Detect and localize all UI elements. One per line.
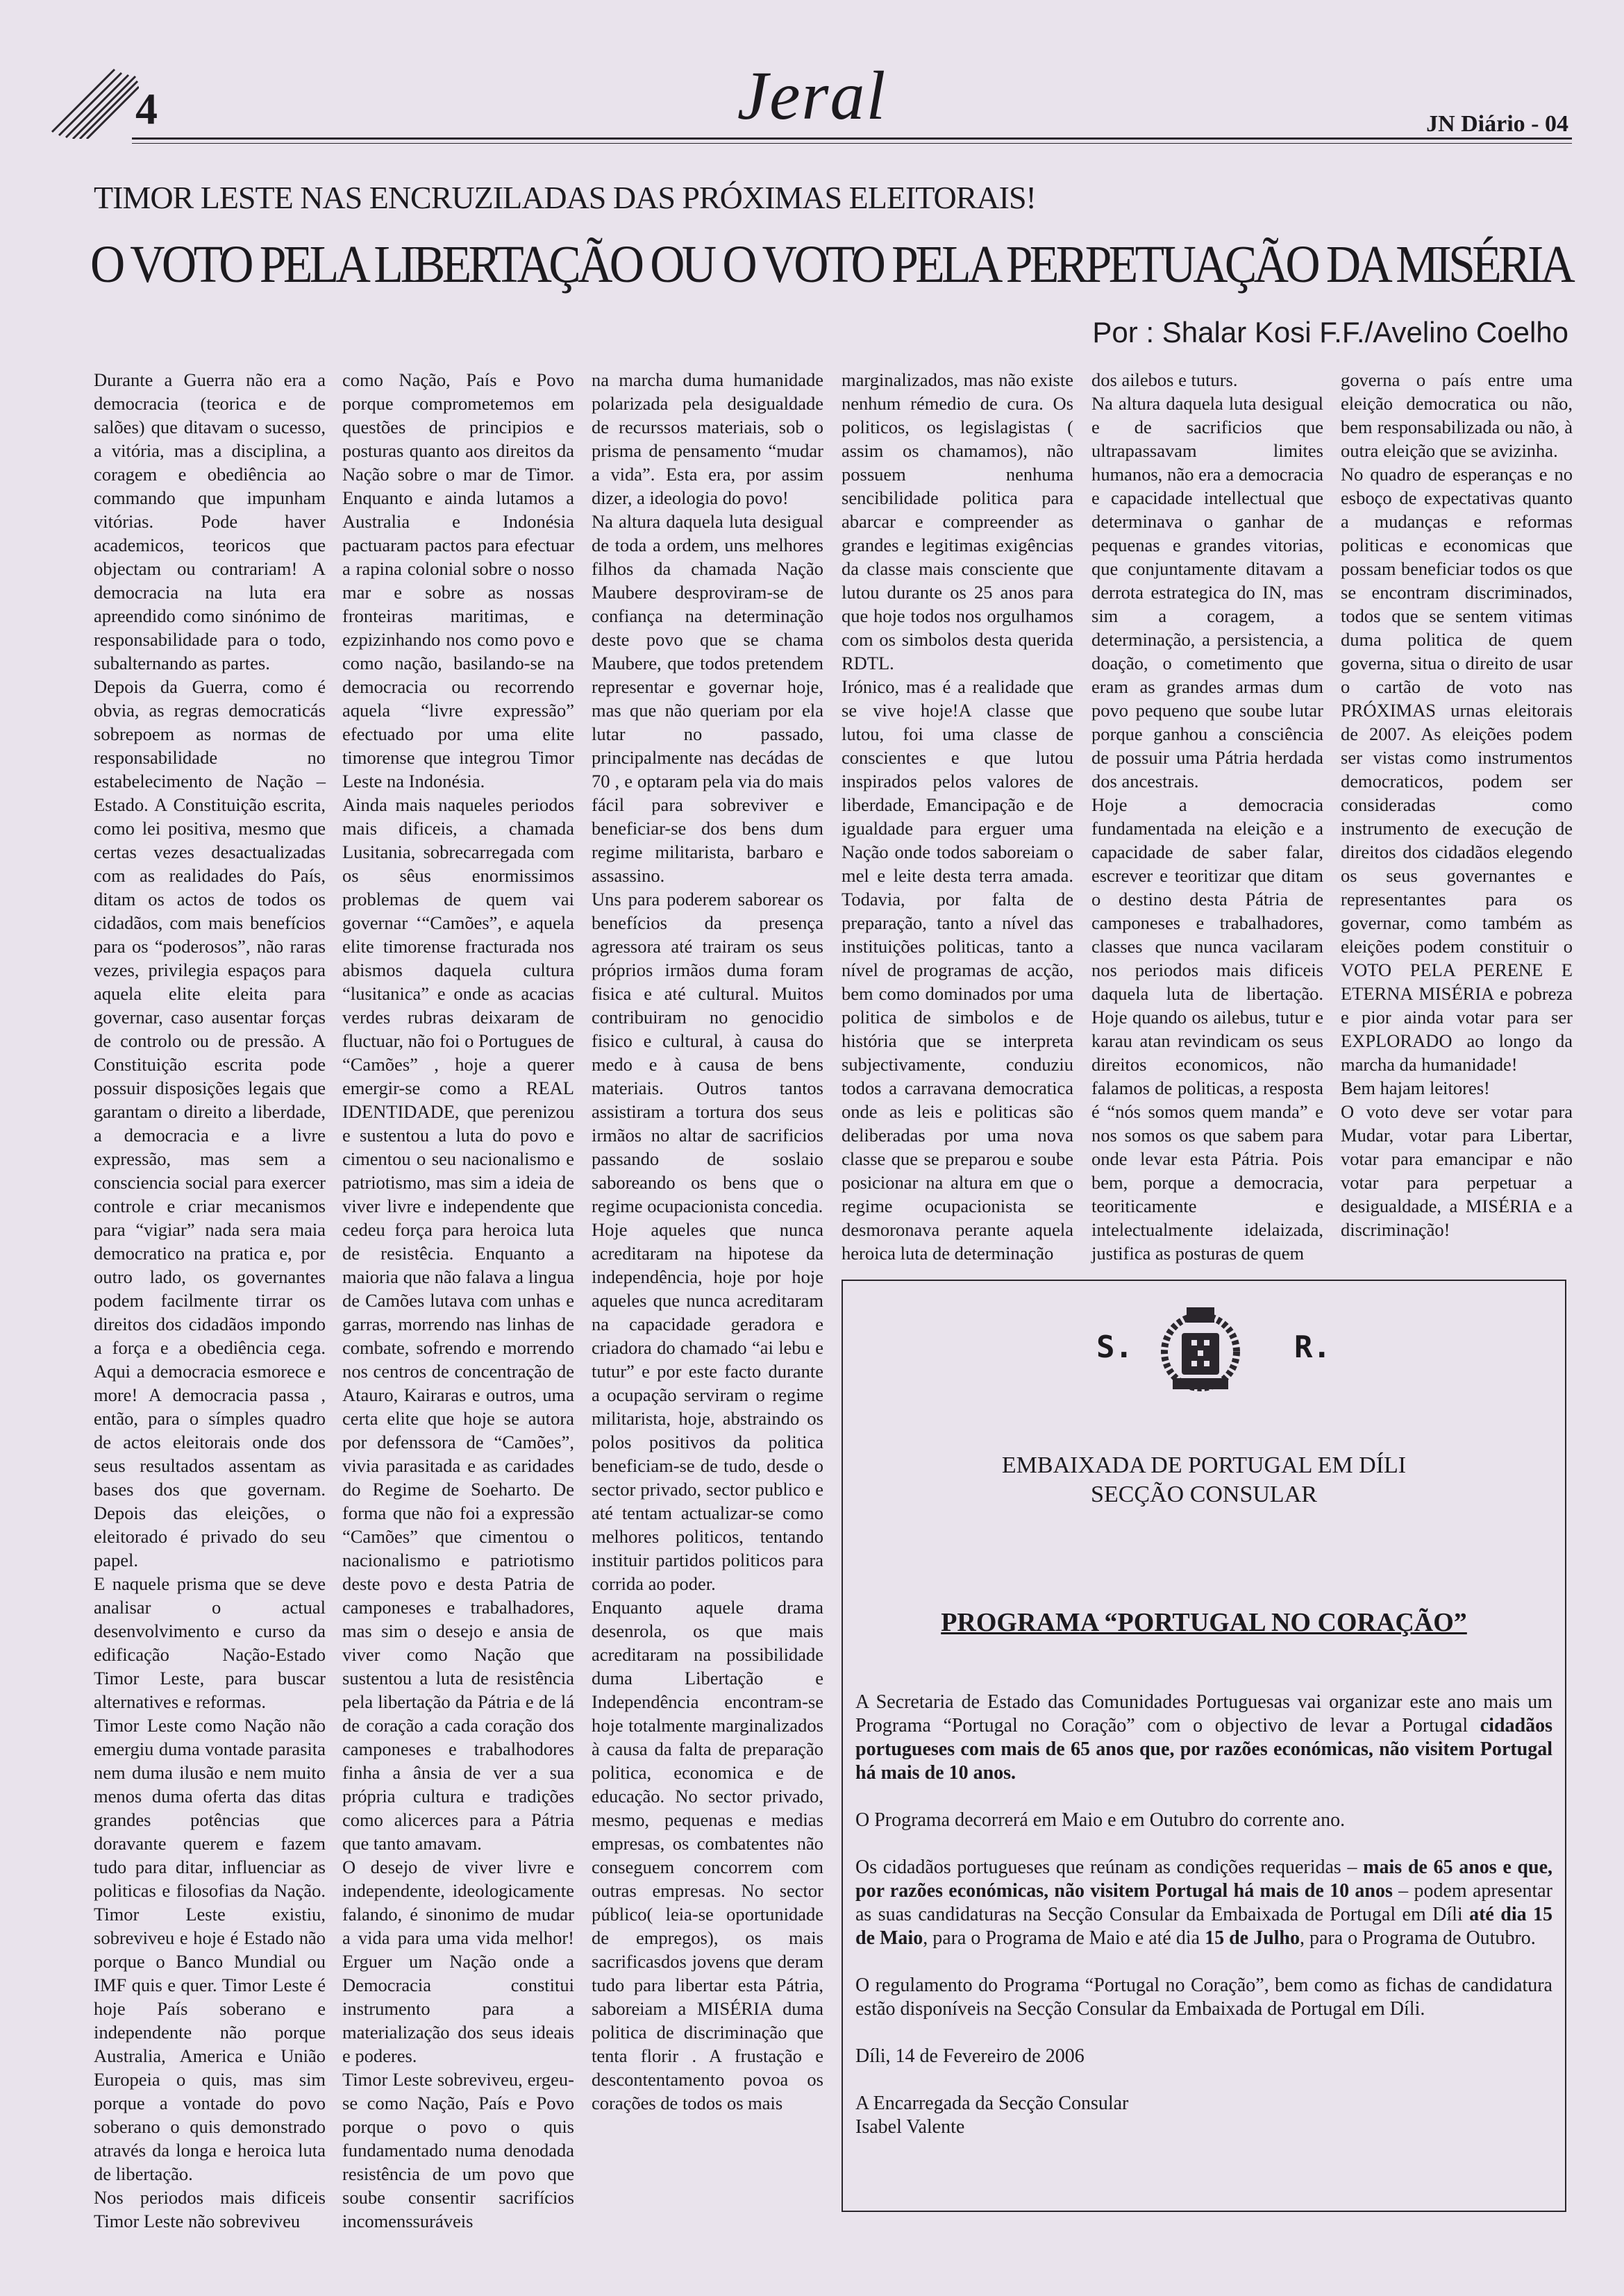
notice-bold-text: até dia 15 de Maio xyxy=(855,1904,1552,1949)
article-column-4 xyxy=(842,368,1073,1265)
header-rule-thin xyxy=(132,143,1572,144)
article-paragraph: Durante a Guerra não era a democracia (teorica e de salões) que ditavam o sucesso, a vitória, mas a disciplina, a coragem e obediência ao commando que impunham vitórias. Pode haver academicos, teoricos que objectam ou contrariam! A democracia na luta era apreendido como sinónimo de responsabilidade para o todo, subalternando as partes. xyxy=(94,369,326,673)
coat-of-arms-icon xyxy=(1148,1302,1253,1399)
article-paragraph: Ainda mais naqueles periodos mais dificeis, a chamada Lusitania, sobrecarregada com os sêus enormissimos problemas de quem vai governar ‘“Camões”, e aquela elite timorense fracturada nos abismos daquela cultura “lusitanica” e onde as acacias verdes rubras deixaram de fluctuar, não foi o Portugues de “Camões” , hoje a querer emergir-se como a REAL IDENTIDADE, que perenizou e sustentou a luta do povo e cimentou o seu nacionalismo e patriotismo, mas sim a ideia de viver livre e independente que cedeu força para heroica luta de resistêcia. Enquanto a maioria que não falava a lingua de Camões lutava com unhas e garras, morrendo nas linhas de combate, sofrendo e morrendo nos centros de concentração de Atauro, Kairaras e outros, uma certa elite que hoje se autora por defenssora de “Camões”, vivia parasitada e as caridades do Regime de Soeharto. De forma que não foi a expressão “Camões” que cimentou o nacionalismo e patriotismo deste povo e desta Patria de camponeses e trabalhadores, mas sim o desejo e ansia de viver como Nação que sustentou a luta de resistência pela libertação da Pátria e de lá de coração a cada coração dos camponeses e trabalhodores finha a ânsia de ver a sua própria cultura e tradições como alicerces para a Pátria que tanto amavam. xyxy=(342,794,574,1854)
article-paragraph: como Nação, País e Povo porque comprometemos em questões de principios e posturas quanto aos direitos da Nação sobre o mar de Timor. Enquanto e ainda lutamos a Australia e Indonésia pactuaram pactos para efectuar a rapina colonial sobre o nosso mar e sobre as nossas fronteiras maritimas, e ezpizinhando nos como povo e como nação, basilando-se na democracia ou recorrendo aquela “livre expressão” efectuado por uma elite timorense que integrou Timor Leste na Indonésia. xyxy=(342,369,574,791)
article-paragraph: marginalizados, mas não existe nenhum rémedio de cura. Os politicos, os legislagistas ( assim os chamamos), não possuem nenhuma sencibilidade politica para abarcar e compreender as grandes e legitimas exigências da classe mais consciente que lutou durante os 25 anos para que hoje todos nos orgulhamos com os simbolos desta querida RDTL. xyxy=(842,369,1073,673)
article-paragraph: Hoje a democracia fundamentada na eleição e a capacidade de saber falar, escrever e teoritizar que ditam o destino desta Pátria de camponeses e trabalhadores, classes que nunca vacilaram nos periodos mais dificeis daquela luta de libertação. Hoje quando os ailebus, tutur e karau atan revindicam os seus direitos economicos, não falamos de politicas, a resposta é “nós somos quem manda” e nos somos os que sabem para onde levar esta Pátria. Pois bem, porque a democracia, teoriticamente e intelectualmente idelaizada, justifica as posturas de quem xyxy=(1091,794,1323,1264)
article-column-5 xyxy=(1091,368,1323,1265)
article-paragraph: Hoje aqueles que nunca acreditaram na hipotese da independência, hoje por hoje aqueles que nunca acreditaram na capacidade geradora e criadora do chamado “ai lebu e tutur” e por este facto durante a ocupação serviram o regime militarista, hoje, abstraindo os polos positivos da politica beneficiam-se de tudo, desde o sector privado, sector publico e até tentam actualizar-se como melhores politicos, tentando instituir partidos politicos para corrida ao poder. xyxy=(592,1219,823,1594)
article-paragraph: Na altura daquela luta desigual e de sacrificios que ultrapassavam limites humanos, não era a democracia e capacidade intellectual que determinava o ganhar de pequenas e grandes vitorias, que conjuntamente ditavam a derrota estrategica do IN, mas sim a coragem, a determinação, a persistencia, a doação, o cometimento que eram as grandes armas dum povo pequeno que soube lutar porque ganhou a consciência de possuir uma Pátria herdada dos ancestrais. xyxy=(1091,393,1323,791)
notice-paragraph-3 xyxy=(855,1856,1552,1950)
notice-paragraph-1 xyxy=(855,1691,1552,1785)
embassy-line-2: SECÇÃO CONSULAR xyxy=(1091,1482,1317,1507)
notice-text: , para o Programa de Outubro. xyxy=(1300,1927,1536,1949)
article-paragraph: Timor Leste como Nação não emergiu duma vontade parasita nem duma ilusão e nem muito menos duma oferta das ditas grandes potências que doravante querem e fazem tudo para ditar, influenciar as politicas e filosofias da Nação. Timor Leste existiu, sobreviveu e hoje é Estado não porque o Banco Mundial ou IMF quis e quer. Timor Leste é hoje País soberano e independente não porque Australia, America e União Europeia o quis, mas sim porque a vontade do povo soberano o quis demonstrado através da longa e heroica luta de libertação. xyxy=(94,1715,326,2184)
article-column-3 xyxy=(592,368,823,2115)
article-paragraph: Bem hajam leitores! xyxy=(1341,1078,1490,1098)
crest-letter-right: R. xyxy=(1294,1330,1331,1365)
notice-bold-text: 15 de Julho xyxy=(1205,1927,1300,1949)
article-paragraph: Timor Leste sobreviveu, ergeu-se como Nação, País e Povo porque o povo o quis fundamentado numa denodada resistência de um povo que soube consentir sacrifícios incomenssuráveis xyxy=(342,2069,574,2231)
notice-paragraph-2: O Programa decorrerá em Maio e em Outubro do corrente ano. xyxy=(855,1809,1346,1831)
article-paragraph: O voto deve ser votar para Mudar, votar para Libertar, votar para emancipar e não votar para perpetuar a desigualdade, a MISÉRIA e a discriminação! xyxy=(1341,1101,1573,1240)
article-paragraph: dos ailebos e tuturs. xyxy=(1091,369,1238,390)
article-byline: Por : Shalar Kosi F.F./Avelino Coelho xyxy=(1092,316,1568,349)
crest-letter-left: S. xyxy=(1096,1330,1133,1365)
embassy-name xyxy=(843,1451,1565,1509)
article-paragraph: na marcha duma humanidade polarizada pela desigualdade de recurssos materiais, sob o prisma de pensamento “mudar a vida”. Esta era, por assim dizer, a ideologia do povo! xyxy=(592,369,823,508)
notice-text: Os cidadãos portugueses que reúnam as condições requeridas – xyxy=(855,1857,1364,1878)
article-kicker: TIMOR LESTE NAS ENCRUZILADAS DAS PRÓXIMAS ELEITORAIS! xyxy=(94,180,1036,215)
notice-date: Díli, 14 de Fevereiro de 2006 xyxy=(855,2045,1085,2067)
signature-name: Isabel Valente xyxy=(855,2116,965,2138)
article-paragraph: Na altura daquela luta desigual de toda a ordem, uns melhores filhos da chamada Nação Maubere desproviram-se de confiança na determinação deste povo que se chama Maubere, que todos pretendem representar e governar hoje, mas que não queriam por ela lutar no passado, principalmente nas decádas de 70 , e optaram pela via do mais fácil para sobreviver e beneficiar-se dos bens dum regime militarista, barbaro e assassino. xyxy=(592,511,823,886)
issue-label: JN Diário - 04 xyxy=(1426,111,1568,137)
article-column-6 xyxy=(1341,368,1573,1241)
notice-paragraph-4: O regulamento do Programa “Portugal no Coração”, bem como as fichas de candidatura estão disponíveis na Secção Consular da Embaixada de Portugal em Díli. xyxy=(855,1975,1552,2020)
notice-text: – podem apresentar as suas candidaturas na Secção Consular da Embaixada de Portugal em Díli xyxy=(855,1880,1552,1925)
article-paragraph: Depois da Guerra, como é obvia, as regras democraticás sobrepoem as normas de responsabilidade no estabelecimento de Nação – Estado. A Constituição escrita, como lei positiva, mesmo que certas vezes desactualizadas com as realidades do País, ditam os actos de todos os cidadãos, com mais benefícios para os “poderosos”, não raras vezes, privilegia espaços para aquela elite eleita para governar, caso ausentar forças de controlo ou de pressão. A Constituição escrita pode possuir disposições legais que garantam o direito a liberdade, a democracia e a livre expressão, mas sem a consciencia social para exercer controle e criar mecanismos para “vigiar” nada sera maia democratico na pratica e, por outro lado, os governantes podem facilmente tirrar os direitos dos cidadãos impondo a força e a obediência cega. Aqui a democracia esmorece e more! A democracia passa , então, para o símples quadro de actos eleitorais onde dos seus resultados assentam as bases dos que governam. Depois das eleições, o eleitorado é privado do seu papel. xyxy=(94,676,326,1570)
notice-text: , para o Programa de Maio e até dia xyxy=(923,1927,1205,1949)
signature-role: A Encarregada da Secção Consular xyxy=(855,2093,1129,2114)
article-paragraph: E naquele prisma que se deve analisar o actual desenvolvimento e curso da edificação Nação-Estado Timor Leste, para buscar alternatives e reformas. xyxy=(94,1573,326,1712)
article-paragraph: O desejo de viver livre e independente, ideologicamente falando, é sinonimo de mudar a vida para uma vida melhor! Erguer um Nação onde a Democracia constitui instrumento para a materialização dos seus ideais e poderes. xyxy=(342,1857,574,2066)
header-rule xyxy=(132,137,1572,140)
page-number: 4 xyxy=(135,84,158,133)
notice-body xyxy=(855,1691,1552,2139)
notice-bold-text: cidadãos portugueses com mais de 65 anos que, por razões económicas, não visitem Portugal há mais de 10 anos. xyxy=(855,1715,1552,1784)
article-paragraph: Enquanto aquele drama desenrola, os que mais acreditaram na possibilidade duma Libertação e Independência encontram-se hoje totalmente marginalizados à causa da falta de preparação politica, economica e de educação. No sector privado, mesmo, pequenas e medias empresas, os combatentes não conseguem concorrem com outras empresas. No sector público( leia-se oportunidade de empregos), os mais sacrificasdos jovens que deram tudo para libertar esta Pátria, saboreiam a MISÉRIA duma politica de discriminação que tenta florir . A frustação e descontentamento povoa os corações de todos os mais xyxy=(592,1597,823,2113)
notice-bold-text: mais de 65 anos e que, por razões económicas, não visitem Portugal há mais de 10 anos xyxy=(855,1857,1553,1902)
article-paragraph: governa o país entre uma eleição democratica ou não, bem responsabilizada ou não, à outra eleição que se avizinha. xyxy=(1341,369,1573,461)
section-title: Jeral xyxy=(737,57,887,134)
article-column-2 xyxy=(342,368,574,2233)
article-column-1 xyxy=(94,368,326,2233)
article-paragraph: Irónico, mas é a realidade que se vive hoje!A classe que lutou, foi uma classe de conscientes e que lutou inspirados pelos valores de liberdade, Emancipação e de igualdade para erguer uma Nação onde todos saboreiam o mel e leite desta terra amada. Todavia, por falta de preparação, tanto a nível das instituições politicas, tanto a nível de programas de acção, bem como dominados por uma politica de simbolos e de história que se interpreta subjectivamente, conduziu todos a carravana democratica onde as leis e politicas são deliberadas por uma nova classe que se preparou e soube posicionar na altura em que o regime ocupacionista se desmoronava perante aquela heroica luta de determinação xyxy=(842,676,1073,1264)
program-title: PROGRAMA “PORTUGAL NO CORAÇÃO” xyxy=(941,1608,1467,1637)
notice-text: A Secretaria de Estado das Comunidades Portuguesas vai organizar este ano mais um Programa “Portugal no Coração” com o objectivo de levar a Portugal xyxy=(855,1691,1552,1736)
article-paragraph: Nos periodos mais dificeis Timor Leste não sobreviveu xyxy=(94,2187,326,2231)
consular-notice xyxy=(842,1280,1566,2212)
article-paragraph: No quadro de esperanças e no esboço de expectativas quanto a mudanças e reformas politicas e economicas que possam beneficiar todos os que se encontram discriminados, todos que se sentem vitimas duma politica de quem governa, situa o direito de usar o cartão de voto nas PRÓXIMAS urnas eleitorais de 2007. As eleições podem ser vistas como instrumentos democraticos, podem ser consideradas como instrumento de execução de direitos dos cidadãos elegendo os seus governantes e representantes para os governar, como também as eleições podem constituir o VOTO PELA PERENE E ETERNA MISÉRIA e pobreza e pior ainda votar para ser EXPLORADO ao longo da marcha da humanidade! xyxy=(1341,464,1573,1075)
article-headline: O VOTO PELA LIBERTAÇÃO OU O VOTO PELA PERPETUAÇÃO DA MISÉRIA xyxy=(90,235,1573,294)
embassy-line-1: EMBAIXADA DE PORTUGAL EM DÍLI xyxy=(1001,1452,1407,1478)
article-paragraph: Uns para poderem saborear os benefícios da presença agressora até trairam os seus próprios irmãos duma foram fisica e até cultural. Muitos contribuiram no genocidio fisico e cultural, à causa do medo e à causa de bens materiais. Outros tantos assistiram a tortura dos seus irmãos no altar de sacrificios passando de soslaio saboreando os bens que o regime ocupacionista concedia. xyxy=(592,889,823,1216)
